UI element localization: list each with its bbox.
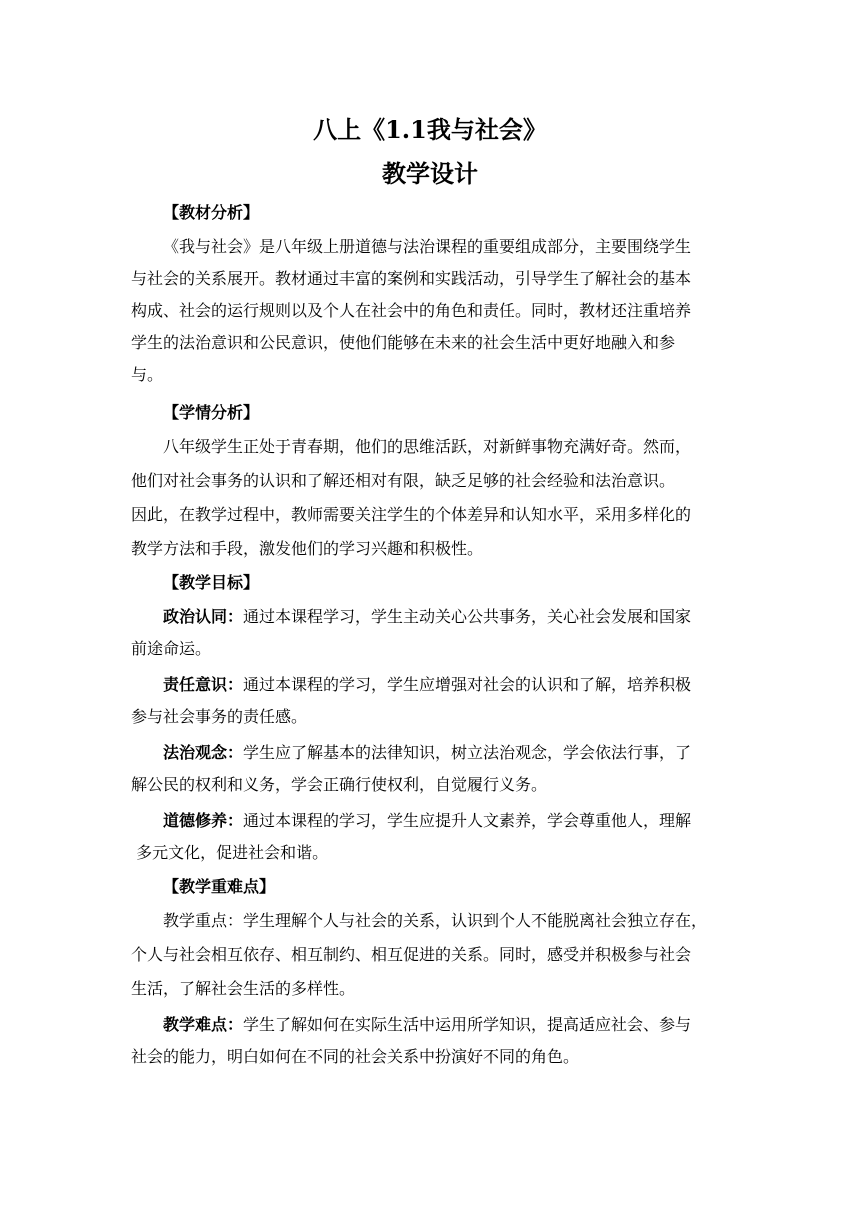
goal-label: 道德修养： — [163, 811, 244, 830]
paragraph-line: 八年级学生正处于青春期，他们的思维活跃，对新鲜事物充满好奇。然而， — [163, 437, 692, 456]
paragraph-line: 生活，了解社会生活的多样性。 — [131, 979, 356, 998]
paragraph-line: 因此，在教学过程中，教师需要关注学生的个体差异和认知水平，采用多样化的 — [131, 505, 692, 524]
paragraph-line: 解公民的权利和义务，学会正确行使权利，自觉履行义务。 — [131, 775, 548, 794]
paragraph-line: 参与社会事务的责任感。 — [131, 707, 308, 726]
document-title: 八上《1.1我与社会》 — [313, 115, 547, 144]
section-heading-textbook-analysis: 【教材分析】 — [163, 203, 260, 222]
paragraph-line: 《我与社会》是八年级上册道德与法治课程的重要组成部分，主要围绕学生 — [163, 237, 692, 256]
section-heading-key-points: 【教学重难点】 — [163, 877, 276, 896]
paragraph-line: 多元文化，促进社会和谐。 — [131, 843, 329, 862]
document-subtitle: 教学设计 — [382, 159, 478, 188]
goal-item-rule-of-law — [163, 742, 691, 764]
section-heading-teaching-goals: 【教学目标】 — [163, 573, 260, 592]
paragraph-line: 学生的法治意识和公民意识，使他们能够在未来的社会生活中更好地融入和参 — [131, 333, 676, 352]
goal-label: 责任意识： — [163, 675, 244, 694]
section-heading-student-analysis: 【学情分析】 — [163, 403, 260, 422]
difficulty-text: 学生了解如何在实际生活中运用所学知识，提高适应社会、参与 — [243, 1015, 692, 1034]
goal-item-political-identity — [163, 606, 691, 628]
paragraph-line: 构成、社会的运行规则以及个人在社会中的角色和责任。同时，教材还注重培养 — [131, 301, 692, 320]
paragraph-line: 社会的能力，明白如何在不同的社会关系中扮演好不同的角色。 — [131, 1047, 580, 1066]
goal-text: 学生应了解基本的法律知识，树立法治观念，学会依法行事，了 — [243, 743, 692, 762]
paragraph-line: 教学重点：学生理解个人与社会的关系，认识到个人不能脱离社会独立存在， — [163, 911, 708, 930]
paragraph-line: 他们对社会事务的认识和了解还相对有限，缺乏足够的社会经验和法治意识。 — [131, 471, 676, 490]
goal-label: 政治认同： — [163, 607, 244, 626]
paragraph-line: 前途命运。 — [131, 639, 212, 658]
goal-text: 通过本课程学习，学生主动关心公共事务，关心社会发展和国家 — [243, 607, 692, 626]
goal-text: 通过本课程的学习，学生应提升人文素养，学会尊重他人，理解 — [243, 811, 692, 830]
goal-item-responsibility — [163, 674, 691, 696]
paragraph-line: 个人与社会相互依存、相互制约、相互促进的关系。同时，感受并积极参与社会 — [131, 945, 692, 964]
goal-text: 通过本课程的学习，学生应增强对社会的认识和了解，培养积极 — [243, 675, 692, 694]
difficulty-label: 教学难点： — [163, 1015, 244, 1034]
paragraph-line: 教学方法和手段，激发他们的学习兴趣和积极性。 — [131, 539, 484, 558]
goal-item-moral-cultivation — [163, 810, 691, 832]
paragraph-line: 与社会的关系展开。教材通过丰富的案例和实践活动，引导学生了解社会的基本 — [131, 269, 692, 288]
goal-label: 法治观念： — [163, 743, 244, 762]
difficulty-item — [163, 1014, 691, 1036]
paragraph-line: 与。 — [131, 365, 164, 384]
